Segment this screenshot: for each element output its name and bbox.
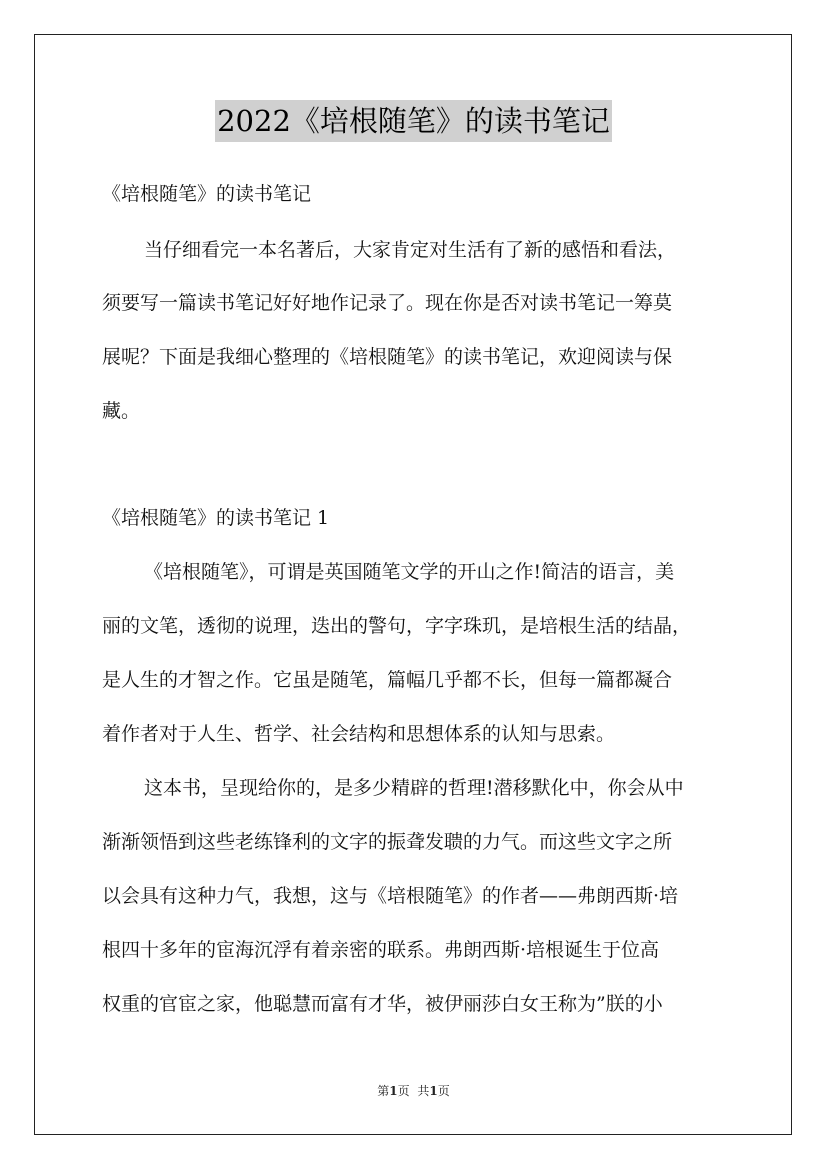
- title-container: [0, 100, 827, 142]
- document-subtitle: 《培根随笔》的读书笔记: [102, 183, 312, 205]
- footer-total-suffix: 页: [437, 1084, 450, 1098]
- footer-page-number: 1: [389, 1084, 398, 1098]
- footer-page-prefix: 第: [377, 1084, 390, 1098]
- footer-total-prefix: 共: [417, 1084, 430, 1098]
- paragraph-line: 着作者对于人生、哲学、社会结构和思想体系的认知与思索。: [102, 723, 616, 745]
- document-title: 2022《培根随笔》的读书笔记: [215, 100, 612, 142]
- footer-total-pages: 1: [429, 1084, 438, 1098]
- page-footer: [0, 1083, 827, 1099]
- paragraph-line: 根四十多年的宦海沉浮有着亲密的联系。弗朗西斯·培根诞生于位高: [102, 939, 660, 961]
- intro-line: 藏。: [102, 400, 141, 422]
- paragraph-line: 这本书，呈现给你的，是多少精辟的哲理!潜移默化中，你会从中: [144, 777, 684, 799]
- paragraph-line: 是人生的才智之作。它虽是随笔，篇幅几乎都不长，但每一篇都凝合: [102, 669, 673, 691]
- paragraph-line: 权重的官宦之家，他聪慧而富有才华，被伊丽莎白女王称为”朕的小: [102, 993, 663, 1015]
- section-heading: 《培根随笔》的读书笔记 1: [102, 507, 330, 529]
- intro-line: 展呢？下面是我细心整理的《培根随笔》的读书笔记，欢迎阅读与保: [102, 346, 673, 368]
- paragraph-line: 《培根随笔》，可谓是英国随笔文学的开山之作!简洁的语言，美: [144, 561, 675, 583]
- paragraph-line: 以会具有这种力气，我想，这与《培根随笔》的作者——弗朗西斯·培: [102, 885, 679, 907]
- paragraph-line: 渐渐领悟到这些老练锋利的文字的振聋发聩的力气。而这些文字之所: [102, 831, 673, 853]
- footer-page-suffix: 页: [397, 1084, 410, 1098]
- paragraph-line: 丽的文笔，透彻的说理，迭出的警句，字字珠玑，是培根生活的结晶，: [102, 615, 692, 637]
- intro-line: 当仔细看完一本名著后，大家肯定对生活有了新的感悟和看法，: [144, 239, 677, 261]
- intro-line: 须要写一篇读书笔记好好地作记录了。现在你是否对读书笔记一筹莫: [102, 292, 673, 314]
